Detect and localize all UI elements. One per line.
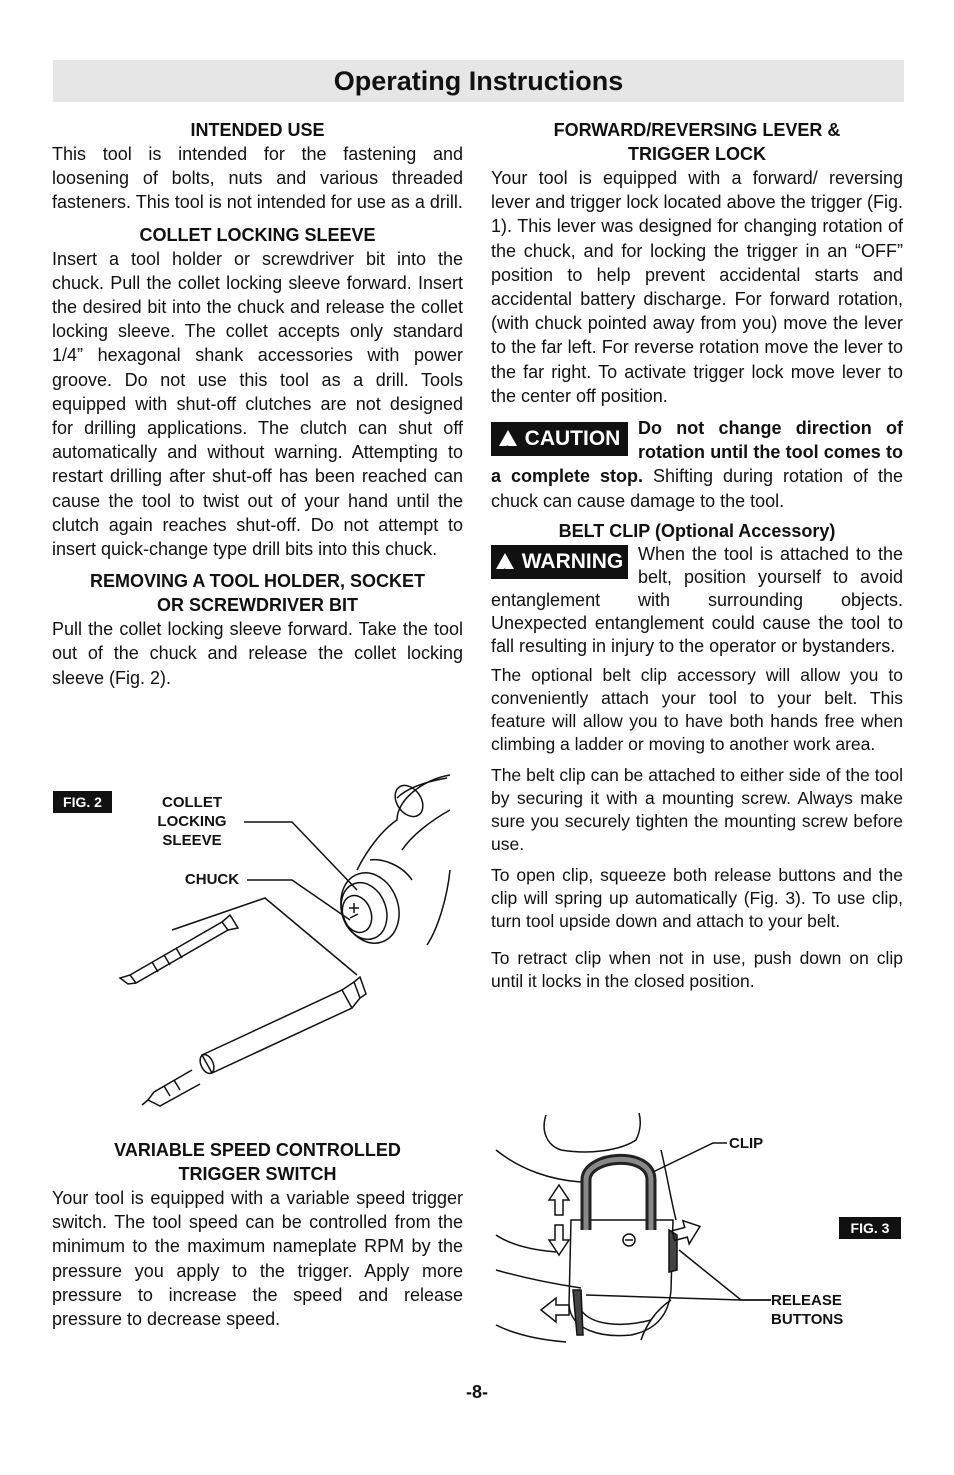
fig2-label: FIG. 2 [53,791,112,813]
variable-speed-text: Your tool is equipped with a variable speed trigger switch. The tool speed can be controlled from the minimum to the maximum nameplate RPM by the pressure you apply to the trigger. Apply more pressure to increase the speed and release pressure to decrease speed. [52,1188,463,1330]
caution-badge-label: CAUTION [524,427,621,451]
intended-use-text: This tool is intended for the fastening and loosening of bolts, nuts and various threaded fasteners. This tool is not intended for use as a drill. [52,144,463,213]
warning-badge [491,545,628,579]
warning-notice [491,543,903,658]
fig2-callout-collet-line3: SLEEVE [162,832,222,849]
fig3-callout-release-line2: BUTTONS [771,1311,844,1328]
leader-chuck [247,880,350,920]
belt-clip-paragraph-1: The optional belt clip accessory will allow you to conveniently attach your tool to your belt. This feature will allow you to have both hands free when climbing a ladder or moving to another work area. [491,664,903,754]
removing-heading-line2: OR SCREWDRIVER BIT [156,595,358,616]
forward-reverse-text: Your tool is equipped with a forward/ reversing lever and trigger lock located above the trigger (Fig. 1). This lever was designed for changing rotation of the chuck, and for locking the trigger in an “OFF” position to help prevent accidental starts and accidental battery discharge. For forward rotation, (with chuck pointed away from you) move the lever to the far left. For reverse rotation move the lever to the far right. To activate trigger lock move lever to the center off position. [491,168,903,406]
right-column [491,118,903,993]
figure-3 [491,1110,906,1360]
page-title: Operating Instructions [333,66,624,96]
warning-triangle-icon: ! [496,553,514,569]
warning-text: When the tool is attached to the belt, position yourself to avoid entanglement with surrounding objects. Unexpected entanglement could cause the tool to fall resulting in injury to the operator or bystanders. [491,543,903,656]
belt-clip-paragraph-4: To retract clip when not in use, push down on clip until it locks in the closed position. [491,947,903,991]
caution-text: Shifting during rotation of the chuck can cause damage to the tool. [491,466,904,511]
caution-bold-text: Do not change direction of rotation until the tool comes to a complete stop. [491,418,903,487]
removing-heading-line1: REMOVING A TOOL HOLDER, SOCKET [89,571,426,592]
page-title-bar [53,60,904,102]
left-column [52,118,463,690]
caution-badge [491,422,628,456]
belt-clip-paragraph-3: To open clip, squeeze both release buttons and the clip will spring up automatically (Fig. 3). To use clip, turn tool upside down and attach to your belt. [491,864,903,931]
intended-use-heading: INTENDED USE [190,120,325,140]
fig2-callout-collet-line2: LOCKING [157,813,227,830]
warning-triangle-icon: ! [499,430,517,446]
warning-badge-label: WARNING [521,549,624,573]
collet-text: Insert a tool holder or screwdriver bit into the chuck. Pull the collet locking sleeve forward. Insert the desired bit into the chuck and release the collet locking sleeve. The collet accepts only standard 1/4” hexagonal shank accessories with power groove. Do not use this tool as a drill. Tools equipped with shut-off clutches are not designed for drilling applications. The clutch can shut off automatically and without warning. Attempting to restart drilling after shut-off has been reached can cause the tool to twist out of your hand until the clutch again reaches shut-off. Do not attempt to insert quick-change type drill bits into this chuck. [52,248,463,560]
fig3-illustration [491,1110,906,1360]
belt-clip-body [491,664,903,993]
fig3-callout-clip: CLIP [729,1135,764,1152]
belt-clip-heading: BELT CLIP (Optional Accessory) [558,520,836,541]
left-column-lower [52,1138,463,1331]
forward-reverse-heading-line2: TRIGGER LOCK [628,144,766,164]
removing-text: Pull the collet locking sleeve forward. Take the tool out of the chuck and release the collet locking sleeve (Fig. 2). [52,619,463,688]
variable-speed-heading-line1: VARIABLE SPEED CONTROLLED [114,1140,401,1160]
page-number: -8- [466,1382,488,1402]
fig2-illustration [52,770,463,1130]
fig2-callout-collet-line1: COLLET [162,794,222,811]
variable-speed-heading-line2: TRIGGER SWITCH [178,1164,337,1184]
fig3-label: FIG. 3 [839,1217,901,1239]
fig3-callout-release-line1: RELEASE [771,1292,842,1309]
fig2-callout-chuck: CHUCK [184,871,240,888]
bracket-line [172,898,357,975]
figure-2 [52,770,463,1130]
forward-reverse-heading-line1: FORWARD/REVERSING LEVER & [553,120,841,140]
belt-clip-paragraph-2: The belt clip can be attached to either side of the tool by securing it with a mounting screw. Always make sure you securely tighten the mounting screw before use. [491,764,903,854]
collet-heading: COLLET LOCKING SLEEVE [139,224,376,245]
caution-notice [491,416,903,513]
